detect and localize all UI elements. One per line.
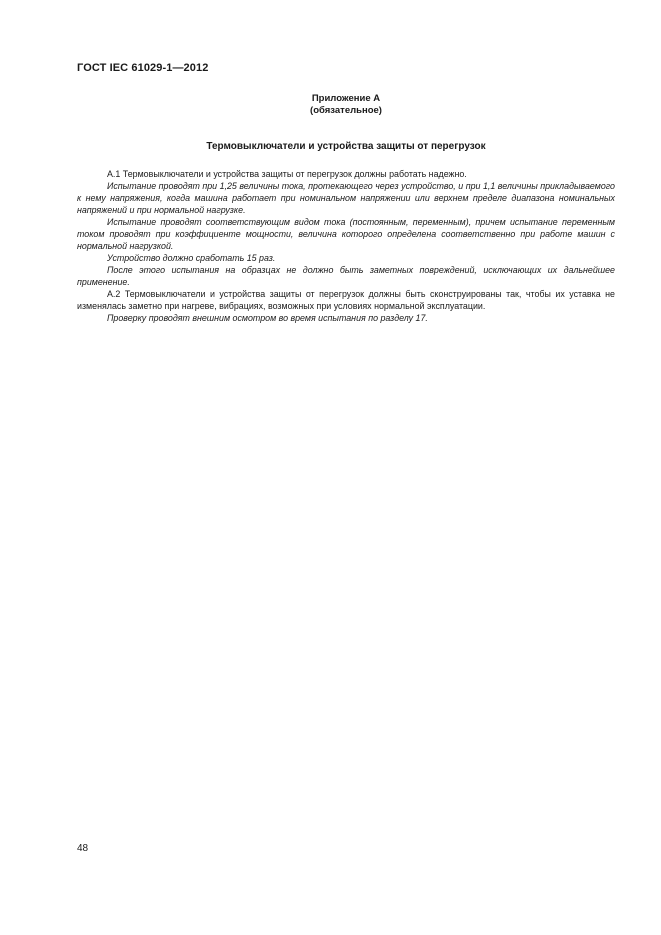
paragraph-test-conditions: Испытание проводят при 1,25 величины тока, протекающего через устройство, и при 1,1 величины прикладываемого к нему напряжения, когда машина работает при номинальном напряжении или верхнем пределе диапазона номинальных напряжений и при нормальной нагрузке. — [77, 181, 615, 215]
paragraph-operation-count: Устройство должно сработать 15 раз. — [107, 253, 276, 263]
paragraph-a1: А.1 Термовыключатели и устройства защиты от перегрузок должны работать надежно. — [107, 169, 467, 179]
annex-kind: (обязательное) — [310, 105, 382, 116]
paragraph-inspection: Проверку проводят внешним осмотром во время испытания по разделу 17. — [107, 313, 428, 323]
paragraph-after-test: После этого испытания на образцах не должно быть заметных повреждений, исключающих их дальнейшее применение. — [77, 265, 615, 287]
annex-title: Приложение А — [311, 93, 381, 104]
section-title: Термовыключатели и устройства защиты от перегрузок — [206, 141, 486, 152]
section-body — [77, 168, 615, 324]
page-number: 48 — [77, 843, 89, 854]
paragraph-current-type: Испытание проводят соответствующим видом тока (постоянным, переменным), причем испытание переменным током проводят при коэффициенте мощности, величина которого определена соответственно при работе машин с нормальной нагрузкой. — [77, 217, 615, 251]
paragraph-a2: А.2 Термовыключатели и устройства защиты от перегрузок должны быть сконструированы так, чтобы их уставка не изменялась заметно при нагреве, вибрациях, возможных при условиях нормальной эксплуатации. — [77, 289, 615, 311]
document-standard-header: ГОСТ IEC 61029-1—2012 — [77, 62, 209, 74]
